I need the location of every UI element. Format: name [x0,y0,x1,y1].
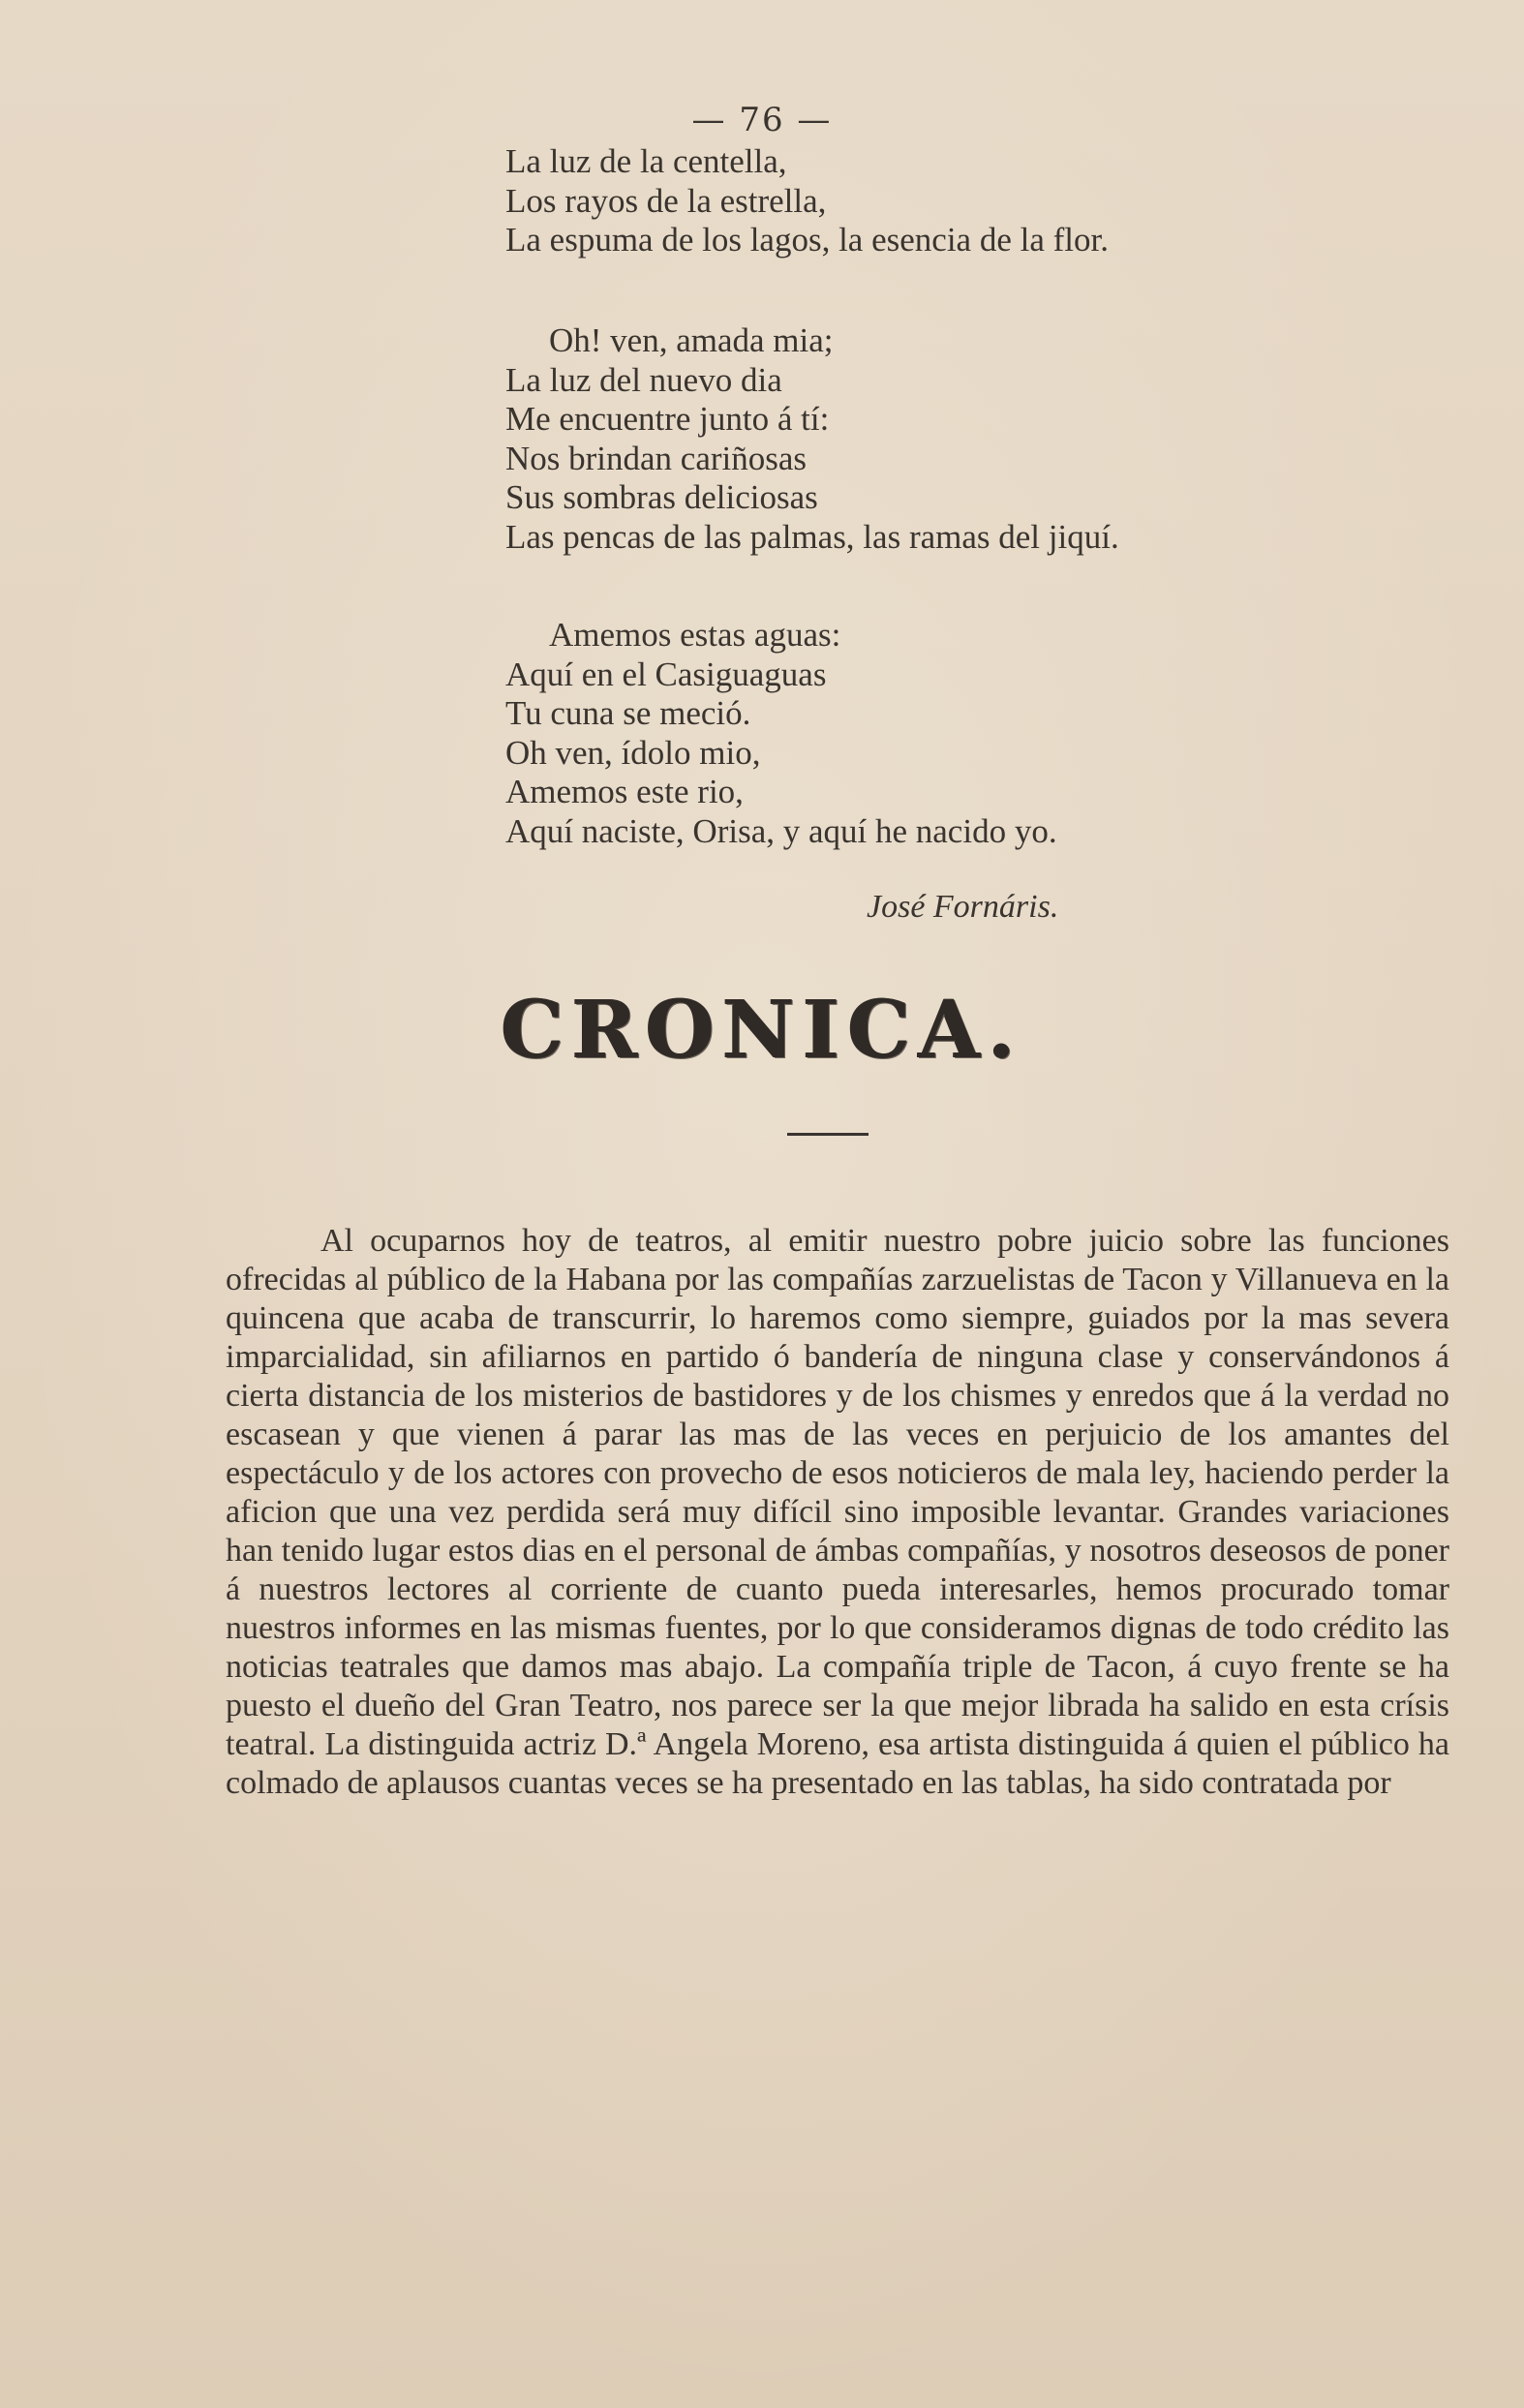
poem-line: Amemos este rio, [505,773,744,810]
poem-line: Los rayos de la estrella, [505,181,827,220]
section-divider [787,1133,869,1136]
poem-stanza-2 [505,321,1416,557]
poem-signature: José Fornáris. [867,889,1059,925]
chronicle-paragraph: Al ocuparnos hoy de teatros, al emitir nuestro pobre juicio sobre las funciones ofrecidas al público de la Habana por las compañías zarzuelistas de Tacon y Villanueva en la quincena que acaba de transcurrir, lo haremos como siempre, guiados por la mas severa imparcialidad, sin afiliarnos en partido ó bandería de ninguna clase y conservándonos á cierta distancia de los misterios de bastidores y de los chismes y enredos que á la verdad no escasean y que vienen á parar las mas de las veces en perjuicio de los amantes del espectáculo y de los actores con provecho de esos noticieros de mala ley, haciendo perder la aficion que una vez perdida será muy difícil sino imposible levantar. Grandes variaciones han tenido lugar estos dias en el personal de ámbas compañías, y nosotros deseosos de poner á nuestros lectores al corriente de cuanto pueda interesarles, hemos procurado tomar nuestros informes en las mismas fuentes, por lo que consideramos dignas de todo crédito las noticias teatrales que damos mas abajo. La compañía triple de Tacon, á cuyo frente se ha puesto el dueño del Gran Teatro, nos parece ser la que mejor librada ha salido en esta crísis teatral. La distinguida actriz D.ª Angela Moreno, esa artista distinguida á quien el público ha colmado de aplausos cuantas veces se ha presentado en las tablas, ha sido contratada por [226,1223,1449,1801]
poem-line: La espuma de los lagos, la esencia de la flor. [505,221,1109,259]
poem-line: Me encuentre junto á tí: [505,400,830,438]
poem-line: Sus sombras deliciosas [505,478,818,516]
poem-stanza-3 [505,616,1416,851]
poem-line: Tu cuna se meció. [505,694,751,732]
page-number: — 76 — [691,101,833,139]
section-title: CRONICA. [501,984,1023,1077]
poem-line: Las pencas de las palmas, las ramas del jiquí. [505,517,1119,556]
poem-line: Amemos estas aguas: [549,616,841,654]
poem-stanza-1 [505,142,1416,260]
poem-line: Aquí naciste, Orisa, y aquí he nacido yo. [505,811,1057,850]
poem-line: Oh! ven, amada mia; [549,321,834,359]
poem-line: La luz de la centella, [505,142,787,180]
poem-line: Nos brindan cariñosas [505,439,808,477]
poem-line: La luz del nuevo dia [505,360,782,399]
poem-line: Aquí en el Casiguaguas [505,655,827,693]
poem-line: Oh ven, ídolo mio, [505,733,761,772]
chronicle-body [226,1222,1449,1803]
